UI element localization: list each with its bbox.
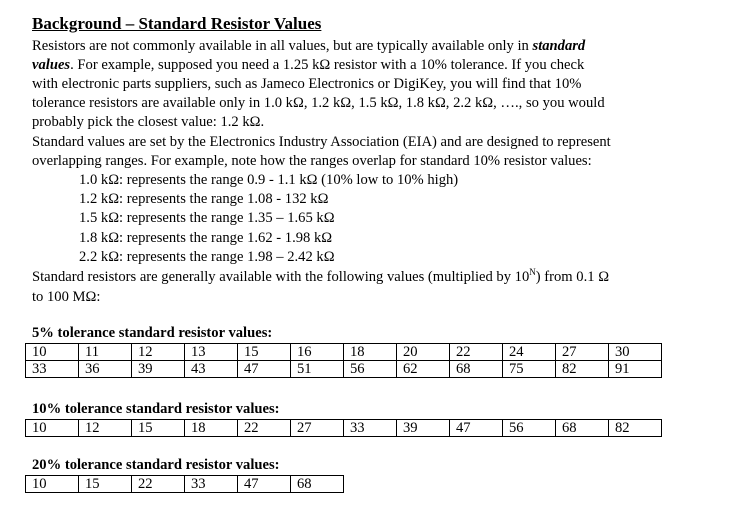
table-cell: 18 (185, 420, 238, 437)
table-cell: 10 (26, 344, 79, 361)
table-cell: 18 (344, 344, 397, 361)
table-cell: 68 (450, 361, 503, 378)
intro-line-3: with electronic parts suppliers, such as Jameco Electronics or DigiKey, you will find that 10% (32, 76, 582, 92)
table-cell: 12 (132, 344, 185, 361)
table-cell: 16 (291, 344, 344, 361)
table-cell: 15 (132, 420, 185, 437)
table-cell: 75 (503, 361, 556, 378)
table-row (26, 420, 662, 437)
availability-text: ) from 0.1 Ω (535, 269, 610, 285)
table-cell: 91 (609, 361, 662, 378)
availability-line-2: to 100 MΩ: (32, 289, 101, 305)
availability-text: Standard resistors are generally available with the following values (multiplied by 10 (32, 269, 530, 285)
table-cell: 47 (238, 476, 291, 493)
intro-line-1 (32, 37, 585, 56)
table-cell: 24 (503, 344, 556, 361)
table-cell: 56 (344, 361, 397, 378)
table-cell: 68 (556, 420, 609, 437)
table-row (26, 344, 662, 361)
eia-line-1: Standard values are set by the Electronics Industry Association (EIA) and are designed to represent (32, 134, 611, 150)
range-item: 1.0 kΩ: represents the range 0.9 - 1.1 kΩ (10% low to 10% high) (79, 172, 459, 188)
table-row (26, 361, 662, 378)
table-cell: 47 (238, 361, 291, 378)
table-cell: 15 (79, 476, 132, 493)
table-cell: 39 (132, 361, 185, 378)
table-cell: 15 (238, 344, 291, 361)
table-10-percent (25, 419, 662, 437)
availability-line-1 (32, 268, 609, 287)
section-title-20-percent: 20% tolerance standard resistor values: (32, 457, 280, 473)
table-cell: 22 (132, 476, 185, 493)
table-row (26, 476, 344, 493)
intro-text: . For example, supposed you need a 1.25 kΩ resistor with a 10% tolerance. If you check (70, 57, 585, 73)
table-cell: 33 (344, 420, 397, 437)
table-cell: 27 (556, 344, 609, 361)
table-cell: 36 (79, 361, 132, 378)
table-20-percent (25, 475, 344, 493)
table-cell: 10 (26, 420, 79, 437)
table-cell: 33 (185, 476, 238, 493)
table-cell: 62 (397, 361, 450, 378)
range-item: 2.2 kΩ: represents the range 1.98 – 2.42 kΩ (79, 249, 335, 265)
table-cell: 11 (79, 344, 132, 361)
page-title: Background – Standard Resistor Values (32, 14, 322, 33)
table-cell: 22 (238, 420, 291, 437)
range-item: 1.5 kΩ: represents the range 1.35 – 1.65 kΩ (79, 210, 335, 226)
intro-line-2 (32, 56, 584, 75)
table-5-percent (25, 343, 662, 378)
table-cell: 68 (291, 476, 344, 493)
intro-line-4: tolerance resistors are available only in 1.0 kΩ, 1.2 kΩ, 1.5 kΩ, 1.8 kΩ, 2.2 kΩ, …., so you would (32, 95, 605, 111)
intro-line-5: probably pick the closest value: 1.2 kΩ. (32, 114, 265, 130)
exponent: N (529, 267, 536, 278)
section-title-5-percent: 5% tolerance standard resistor values: (32, 325, 273, 341)
table-cell: 82 (556, 361, 609, 378)
section-title-10-percent: 10% tolerance standard resistor values: (32, 401, 280, 417)
table-cell: 12 (79, 420, 132, 437)
range-item: 1.2 kΩ: represents the range 1.08 - 132 kΩ (79, 191, 329, 207)
range-item: 1.8 kΩ: represents the range 1.62 - 1.98 kΩ (79, 230, 333, 246)
table-cell: 20 (397, 344, 450, 361)
emphasis-values: values (32, 57, 71, 73)
intro-text: Resistors are not commonly available in all values, but are typically available only in (32, 38, 533, 54)
table-cell: 10 (26, 476, 79, 493)
table-cell: 33 (26, 361, 79, 378)
emphasis-standard: standard (532, 38, 586, 54)
table-cell: 43 (185, 361, 238, 378)
table-cell: 39 (397, 420, 450, 437)
table-cell: 56 (503, 420, 556, 437)
table-cell: 82 (609, 420, 662, 437)
table-cell: 27 (291, 420, 344, 437)
eia-line-2: overlapping ranges. For example, note how the ranges overlap for standard 10% resistor values: (32, 153, 592, 169)
table-cell: 13 (185, 344, 238, 361)
table-cell: 47 (450, 420, 503, 437)
table-cell: 22 (450, 344, 503, 361)
table-cell: 30 (609, 344, 662, 361)
table-cell: 51 (291, 361, 344, 378)
